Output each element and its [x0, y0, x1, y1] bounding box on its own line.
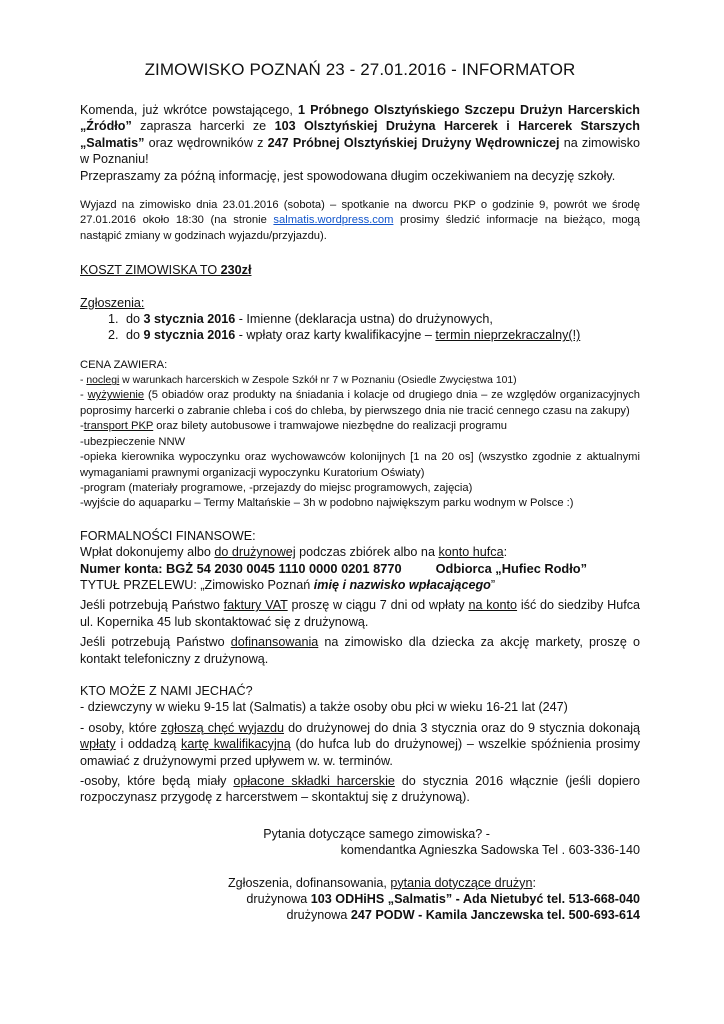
- cofinancing-paragraph: [80, 634, 640, 667]
- intro-troop-103: 103 Olsztyńskiej Drużyna Harcerek i Harcerek Starszych „Salmatis”: [80, 119, 640, 150]
- registration-contacts-heading: [80, 875, 640, 891]
- payment-text: :: [503, 545, 508, 560]
- who-text: do stycznia 2016 włącznie (jeśli dopiero rozpoczynasz przygodę z harcerstwem – skontaktuj się z drużynową).: [80, 774, 640, 805]
- who-key: opłacone składki harcerskie: [233, 774, 395, 789]
- who-item: [80, 773, 640, 806]
- vat-text: proszę w ciągu 7 dni od wpłaty: [287, 598, 469, 613]
- registration-heading: Zgłoszenia:: [80, 295, 145, 310]
- cofinancing-text: na zimowisko dla dziecka za akcję markety, proszę o kontakt telefoniczny z drużynową.: [80, 635, 640, 666]
- item-key: wyżywienie: [87, 389, 145, 402]
- transfer-text: TYTUŁ PRZELEWU: „Zimowisko Poznań: [80, 577, 314, 592]
- price-item: -program (materiały programowe, -przejazdy do miejsc programowych, zajęcia): [80, 481, 473, 494]
- payment-line: [80, 544, 640, 560]
- document-page: [80, 60, 640, 924]
- contact-details: 103 ODHiHS „Salmatis” - Ada Nietubyć tel. 513-668-040: [310, 892, 640, 907]
- commander-contact: komendantka Agnieszka Sadowska Tel . 603-336-140: [340, 843, 640, 858]
- cost-amount: 230zł: [220, 263, 252, 278]
- cost-line: [80, 262, 640, 278]
- questions-heading: [80, 826, 640, 842]
- contacts-text: Zgłoszenia, dofinansowania,: [227, 875, 391, 890]
- contacts-key: pytania dotyczące drużyn: [390, 875, 533, 890]
- item-text: (5 obiadów oraz produkty na śniadania i kolacje od drugiego dnia – ze względów organizacyjnych poprosimy harcerki o zabranie chleba i coś do chleba, by pierwszego dnia nie tracić cennego czasu na zakupy): [80, 389, 640, 417]
- vat-paragraph: [80, 597, 640, 630]
- vat-text: iść do siedziby Hufca ul. Kopernika 45 lub skontaktować się z drużynową.: [80, 598, 640, 629]
- payment-text: Wpłat dokonujemy albo: [80, 545, 215, 560]
- intro-troop-247: 247 Próbnej Olsztyńskiej Drużyny Wędrowniczej: [267, 135, 560, 150]
- website-link[interactable]: salmatis.wordpress.com: [273, 214, 394, 227]
- questions-text: Pytania dotyczące samego zimowiska? -: [263, 826, 490, 841]
- who-item: - dziewczyny w wieku 9-15 lat (Salmatis) a także osoby obu płci w wieku 16-21 lat (247): [80, 700, 568, 715]
- cost-label: KOSZT ZIMOWISKA TO: [80, 263, 221, 278]
- vat-key: faktury VAT: [223, 598, 288, 613]
- departure-text: prosimy śledzić informacje na bieżąco, mogą nastąpić zmiany w godzinach wyjazdu/przyjazdu).: [80, 214, 640, 242]
- item-date: 3 stycznia 2016: [143, 312, 236, 327]
- who-text: - osoby, które: [80, 720, 161, 735]
- contact-role: drużynowa: [246, 892, 311, 907]
- page-title: ZIMOWISKO POZNAŃ 23 - 27.01.2016 - INFORMATOR: [144, 60, 576, 79]
- intro-text: oraz wędrowników z: [144, 135, 268, 150]
- item-key: transport PKP: [83, 420, 154, 433]
- payment-text: podczas zbiórek albo na: [295, 545, 439, 560]
- item-text: do: [126, 328, 144, 343]
- who-text: do drużynowej do dnia 3 stycznia oraz do 9 stycznia dokonają: [284, 720, 640, 735]
- item-text: -: [80, 420, 84, 433]
- who-text: -osoby, które będą miały: [80, 774, 234, 789]
- intro-text: zaprasza harcerki ze: [131, 119, 275, 134]
- list-item: [122, 311, 640, 327]
- who-heading: KTO MOŻE Z NAMI JECHAĆ?: [80, 683, 253, 698]
- transfer-title: [80, 577, 640, 593]
- item-text: oraz bilety autobusowe i tramwajowe niezbędne do realizacji programu: [153, 420, 508, 433]
- registration-list: [80, 311, 640, 344]
- contact-103: [80, 891, 640, 907]
- who-item: [80, 720, 640, 769]
- transfer-text: ”: [490, 577, 496, 592]
- account-line: [80, 561, 640, 577]
- payment-option: konto hufca: [438, 545, 504, 560]
- cofinancing-key: dofinansowania: [230, 635, 319, 650]
- price-item: -opieka kierownika wypoczynku oraz wychowawców kolonijnych [1 na 20 os] (wszystko zgodnie z aktualnymi wymaganiami prawnymi organizacji wypoczynku Kuratorium Oświaty): [80, 451, 640, 479]
- item-deadline-note: termin nieprzekraczalny(!): [435, 328, 581, 343]
- item-key: noclegi: [86, 375, 120, 387]
- contacts-text: :: [532, 875, 536, 890]
- account-number: Numer konta: BGŻ 54 2030 0045 1110 0000 0201 8770: [80, 560, 402, 576]
- list-item: [122, 327, 640, 343]
- who-text: i oddadzą: [115, 737, 182, 752]
- transfer-name: imię i nazwisko wpłacającego: [313, 577, 491, 592]
- who-key: kartę kwalifikacyjną: [181, 737, 291, 752]
- departure-paragraph: [80, 198, 640, 244]
- apology-text: Przepraszamy za późną informację, jest spowodowana długim oczekiwaniem na decyzję szkoły.: [80, 168, 616, 183]
- item-text: - wpłaty oraz karty kwalifikacyjne –: [235, 328, 436, 343]
- price-item: [80, 388, 640, 419]
- price-item: -ubezpieczenie NNW: [80, 435, 186, 448]
- who-text: (do hufca lub do drużynowej) – wszelkie spóźnienia prosimy omawiać z drużynowymi przed upływem w. w. terminów.: [80, 737, 640, 768]
- contact-details: 247 PODW - Kamila Janczewska tel. 500-693-614: [350, 908, 640, 923]
- item-text: do: [126, 312, 144, 327]
- item-date: 9 stycznia 2016: [143, 328, 236, 343]
- who-key: zgłoszą chęć wyjazdu: [160, 720, 285, 735]
- vat-text: Jeśli potrzebują Państwo: [80, 598, 224, 613]
- who-key: wpłaty: [80, 737, 116, 752]
- finance-heading: FORMALNOŚCI FINANSOWE:: [80, 528, 256, 543]
- departure-text: Wyjazd na zimowisko dnia 23.01.2016 (sobota) – spotkanie na dworcu PKP o godzinie 9, powrót we środę 27.01.2016 około 18:30 (na stronie: [80, 199, 640, 227]
- cofinancing-text: Jeśli potrzebują Państwo: [80, 635, 231, 650]
- vat-key: na konto: [468, 598, 518, 613]
- item-text: -: [80, 389, 88, 402]
- price-heading: CENA ZAWIERA:: [80, 358, 168, 371]
- payment-option: do drużynowej: [214, 545, 296, 560]
- account-recipient: Odbiorca „Hufiec Rodło”: [435, 560, 588, 576]
- price-item: [80, 373, 640, 388]
- price-item: [80, 419, 640, 434]
- intro-paragraph: [80, 102, 640, 168]
- intro-organizer: 1 Próbnego Olsztyńskiego Szczepu Drużyn Harcerskich „Źródło”: [80, 103, 640, 134]
- item-text: w warunkach harcerskich w Zespole Szkół nr 7 w Poznaniu (Osiedle Zwycięstwa 101): [119, 375, 517, 387]
- item-text: - Imienne (deklaracja ustna) do drużynowych,: [235, 312, 493, 327]
- contact-247: [80, 907, 640, 923]
- price-item: -wyjście do aquaparku – Termy Maltańskie – 3h w podobno największym parku wodnym w Polsce :): [80, 497, 574, 510]
- contact-role: drużynowa: [286, 908, 351, 923]
- intro-text: na zimowisko w Poznaniu!: [80, 135, 640, 167]
- item-text: -: [80, 375, 87, 387]
- intro-text: Komenda, już wkrótce powstającego,: [80, 103, 298, 117]
